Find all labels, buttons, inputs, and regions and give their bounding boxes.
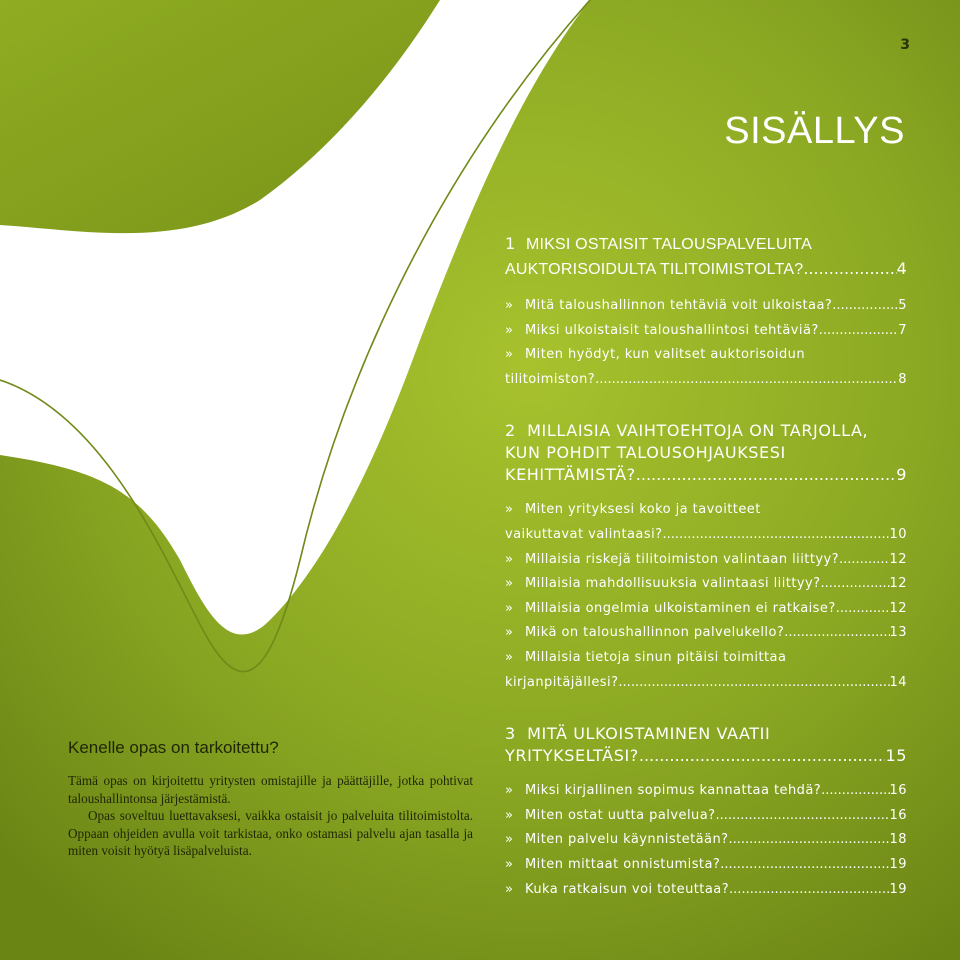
toc-page-number: 19 — [889, 856, 907, 872]
toc-section-number: 3 — [505, 724, 516, 744]
bullet-icon: » — [505, 298, 514, 313]
toc-item-label: Millaisia ongelmia ulkoistaminen ei ratkaise? — [525, 600, 836, 616]
dot-leader — [639, 745, 886, 767]
toc-section-title: KEHITTÄMISTÄ? — [505, 465, 636, 485]
toc-section-title-line — [505, 442, 907, 464]
bullet-icon: » — [505, 600, 514, 616]
bullet-icon: » — [505, 347, 514, 363]
dot-leader — [836, 597, 890, 622]
dot-leader — [720, 853, 889, 878]
toc-item[interactable] — [505, 319, 907, 344]
toc-page-number: 12 — [889, 576, 907, 592]
toc-item[interactable] — [505, 343, 907, 368]
toc-page-number: 18 — [889, 832, 907, 848]
toc-item[interactable] — [505, 597, 907, 622]
toc-item[interactable] — [505, 671, 907, 696]
dot-leader — [784, 621, 889, 646]
toc-item-label: Miksi ulkoistaisit taloushallintosi tehtäviä? — [525, 322, 819, 338]
toc-section-title: MIKSI OSTAISIT TALOUSPALVELUITA — [525, 236, 812, 253]
toc-section-title-line — [505, 420, 907, 442]
dot-leader — [618, 671, 889, 696]
toc-section-title-line — [505, 745, 907, 767]
toc-page-number: 7 — [898, 322, 907, 338]
dot-leader — [839, 548, 890, 573]
dot-leader — [821, 572, 890, 597]
bullet-icon: » — [505, 807, 514, 823]
toc-item[interactable] — [505, 646, 907, 671]
toc-item-label: Mikä on taloushallinnon palvelukello? — [525, 625, 785, 641]
dot-leader — [636, 464, 896, 486]
bullet-icon: » — [505, 881, 514, 897]
toc-item[interactable] — [505, 548, 907, 573]
bullet-icon: » — [505, 551, 514, 567]
toc-section-title: KUN POHDIT TALOUSOHJAUKSESI — [505, 443, 786, 463]
toc-item[interactable] — [505, 572, 907, 597]
toc-item[interactable] — [505, 804, 907, 829]
toc-page-number: 19 — [889, 881, 907, 897]
toc-page-number: 12 — [889, 600, 907, 616]
intro-paragraph: Opas soveltuu luettavaksesi, vaikka ostaisit jo palveluita tilitoimistolta. Oppaan ohjeiden avulla voit tarkistaa, onko ostamasi palvelu ajan tasalla ja miten voisit hyötyä lisäpalveluista. — [68, 808, 473, 858]
toc-item-label: Millaisia mahdollisuuksia valintaasi liittyy? — [525, 576, 821, 592]
toc-section-1 — [505, 232, 907, 282]
toc-section-number: 2 — [505, 421, 516, 441]
toc-item-label: Miten palvelu käynnistetään? — [525, 832, 729, 848]
bullet-icon: » — [505, 832, 514, 848]
toc-page-number: 8 — [898, 371, 907, 387]
toc-item-label: Miten ostat uutta palvelua? — [525, 807, 716, 823]
toc-item[interactable] — [505, 853, 907, 878]
toc-section-title: AUKTORISOIDULTA TILITOIMISTOLTA? — [505, 261, 804, 278]
toc-page-number: 10 — [889, 526, 907, 542]
toc-item-list — [505, 294, 907, 392]
dot-leader — [595, 368, 898, 393]
toc-item[interactable] — [505, 368, 907, 393]
dot-leader — [662, 523, 889, 548]
bullet-icon: » — [505, 502, 514, 518]
toc-item-label: Kuka ratkaisun voi toteuttaa? — [525, 881, 730, 897]
bullet-icon: » — [505, 856, 514, 872]
toc-section-title: YRITYKSELTÄSI? — [505, 746, 639, 766]
toc-section-2 — [505, 420, 907, 486]
toc-item[interactable] — [505, 779, 907, 804]
dot-leader — [803, 257, 896, 281]
toc-item[interactable] — [505, 523, 907, 548]
spacer — [516, 420, 527, 442]
toc-section-title-line — [505, 464, 907, 486]
toc-item-label: Miten hyödyt, kun valitset auktorisoidun — [525, 347, 806, 363]
toc-page-number: 16 — [889, 807, 907, 823]
toc-section-title: MILLAISIA VAIHTOEHTOJA ON TARJOLLA, — [527, 421, 869, 441]
bullet-icon: » — [505, 625, 514, 641]
toc-section-title: MITÄ ULKOISTAMINEN VAATII — [527, 724, 771, 744]
toc-item[interactable] — [505, 621, 907, 646]
toc-item-label: Millaisia riskejä tilitoimiston valintaan liittyy? — [525, 551, 840, 567]
toc-section-number: 1 — [505, 234, 516, 253]
toc-page-number: 4 — [896, 259, 907, 278]
toc-page-number: 13 — [889, 625, 907, 641]
spacer — [515, 232, 526, 256]
toc-item-label: vaikuttavat valintaasi? — [505, 526, 663, 542]
toc-item-label: tilitoimiston? — [505, 371, 596, 387]
dot-leader — [729, 878, 890, 903]
toc-page-number: 15 — [885, 746, 907, 766]
page-number: 3 — [900, 37, 910, 53]
dot-leader — [715, 804, 889, 829]
bullet-icon: » — [505, 783, 514, 799]
toc-item-label: Mitä taloushallinnon tehtäviä voit ulkoistaa? — [525, 298, 833, 313]
toc-section-title-line — [505, 232, 907, 257]
toc-item[interactable] — [505, 828, 907, 853]
intro-box — [68, 738, 473, 860]
toc-item-label: Millaisia tietoja sinun pitäisi toimittaa — [525, 649, 787, 665]
dot-leader — [832, 294, 898, 319]
toc-section-title-line — [505, 257, 907, 282]
toc-title: SISÄLLYS — [724, 110, 905, 152]
intro-body — [68, 772, 473, 860]
toc-page-number: 12 — [889, 551, 907, 567]
bullet-icon: » — [505, 649, 514, 665]
spacer — [516, 723, 527, 745]
bullet-icon: » — [505, 576, 514, 592]
toc-section-3 — [505, 723, 907, 767]
toc-item-label: Miten mittaat onnistumista? — [525, 856, 721, 872]
toc-item-list — [505, 498, 907, 695]
toc-item-list — [505, 779, 907, 902]
toc-item[interactable] — [505, 498, 907, 523]
toc-item-label: kirjanpitäjällesi? — [505, 674, 619, 690]
toc-page-number: 16 — [889, 783, 907, 799]
table-of-contents — [505, 232, 907, 930]
dot-leader — [729, 828, 890, 853]
dot-leader — [821, 779, 889, 804]
intro-paragraph: Tämä opas on kirjoitettu yritysten omistajille ja päättäjille, jotka pohtivat taloushallintonsa järjestämistä. — [68, 773, 473, 806]
dot-leader — [819, 319, 899, 344]
toc-item[interactable] — [505, 878, 907, 903]
toc-page-number: 9 — [896, 465, 907, 485]
toc-section-title-line — [505, 723, 907, 745]
toc-item-label: Miksi kirjallinen sopimus kannattaa tehdä? — [525, 783, 822, 799]
toc-item[interactable] — [505, 294, 907, 319]
toc-item-label: Miten yrityksesi koko ja tavoitteet — [525, 502, 761, 518]
toc-page-number: 5 — [898, 298, 907, 313]
toc-page-number: 14 — [889, 674, 907, 690]
bullet-icon: » — [505, 322, 514, 338]
intro-heading: Kenelle opas on tarkoitettu? — [68, 738, 279, 757]
